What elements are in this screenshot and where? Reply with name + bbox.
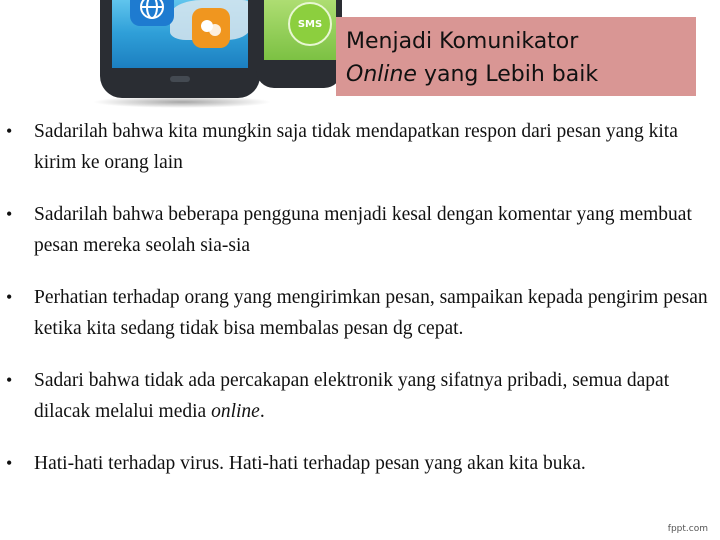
bullet-item (6, 448, 718, 479)
bullet-dot: • (6, 453, 13, 473)
bullet-item (6, 282, 718, 344)
phone-home-button (170, 76, 190, 82)
second-phone-illustration (256, 0, 342, 88)
sms-icon: SMS (288, 2, 332, 46)
bullet-text-after: . (259, 401, 265, 422)
bullet-dot: • (6, 370, 13, 390)
bullet-text (34, 370, 669, 422)
phone-screen (112, 0, 248, 68)
bullet-dot: • (6, 287, 13, 307)
phone-illustration (100, 0, 260, 98)
title-line-2 (346, 58, 686, 91)
bullet-item (6, 116, 718, 178)
globe-icon (130, 0, 174, 26)
bullet-list (6, 116, 718, 500)
chat-icon (192, 8, 230, 48)
bullet-italic-word: online (211, 401, 260, 422)
bullet-text: Sadarilah bahwa kita mungkin saja tidak mendapatkan respon dari pesan yang kita kirim ke orang lain (34, 121, 678, 173)
bullet-text: Hati-hati terhadap virus. Hati-hati terhadap pesan yang akan kita buka. (34, 453, 586, 474)
bullet-text: Sadarilah bahwa beberapa pengguna menjadi kesal dengan komentar yang membuat pesan mereka seolah sia-sia (34, 204, 692, 256)
title-italic-word: Online (346, 62, 417, 87)
bullet-text: Perhatian terhadap orang yang mengirimkan pesan, sampaikan kepada pengirim pesan ketika kita sedang tidak bisa membalas pesan dg cepat. (34, 287, 708, 339)
bullet-item (6, 365, 718, 427)
bullet-item (6, 199, 718, 261)
bullet-dot: • (6, 204, 13, 224)
second-phone-screen (264, 0, 336, 60)
bullet-dot: • (6, 121, 13, 141)
footer-watermark: fppt.com (667, 524, 708, 534)
title-line-2-rest: yang Lebih baik (416, 62, 599, 87)
bullet-text-before: Sadari bahwa tidak ada percakapan elektronik yang sifatnya pribadi, semua dapat dilacak melalui media (34, 370, 670, 422)
title-line-1: Menjadi Komunikator (346, 29, 579, 54)
slide-title (336, 17, 696, 96)
